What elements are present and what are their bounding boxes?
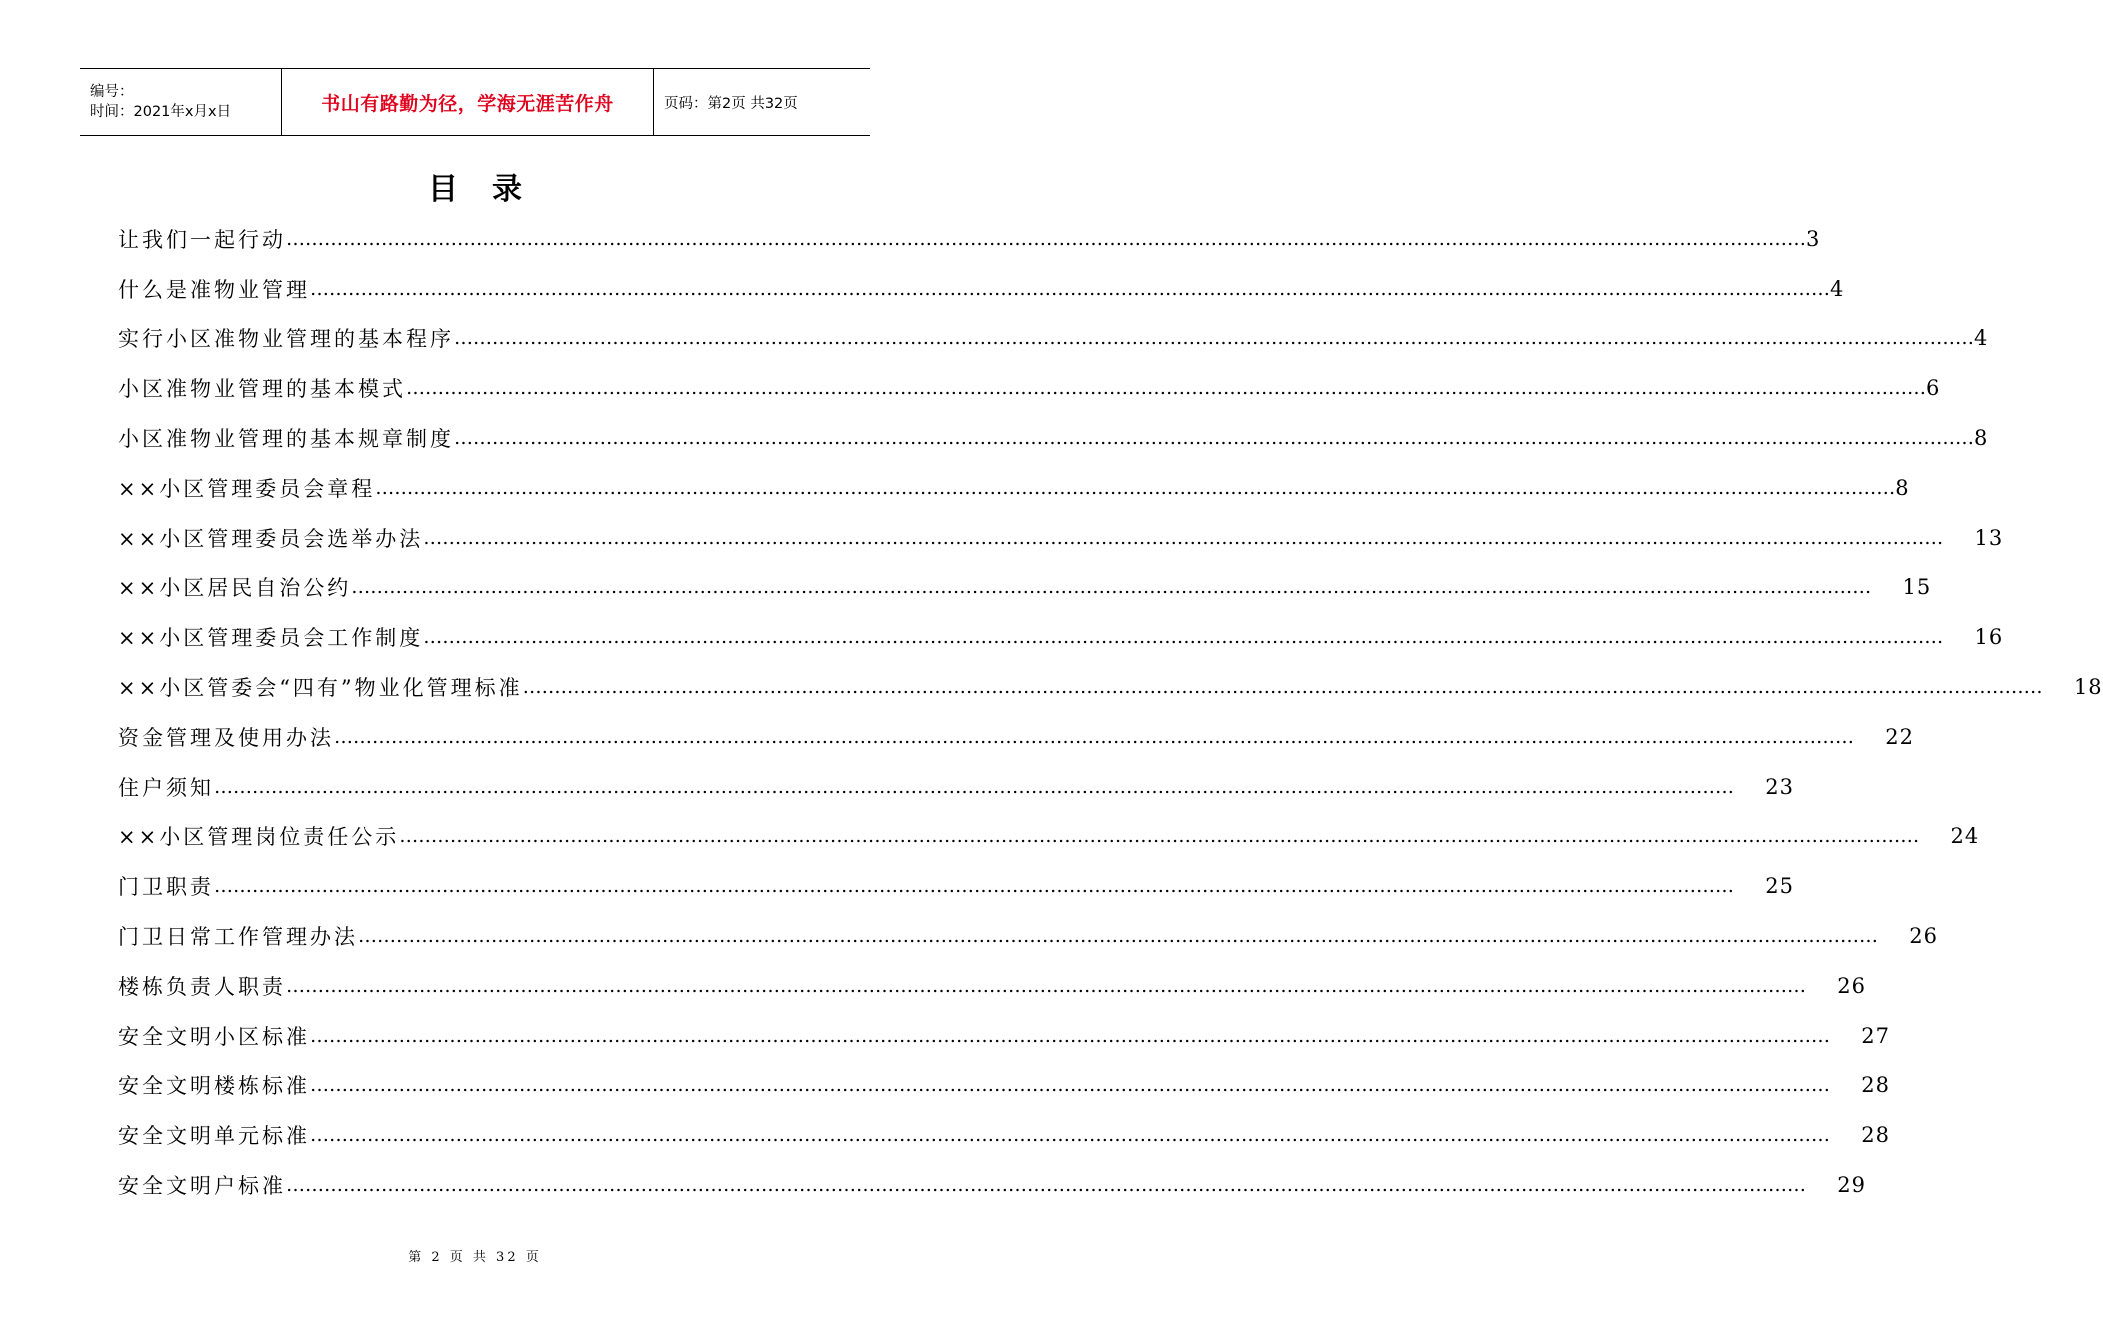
toc-entry-page: 13 xyxy=(1974,525,2004,550)
toc-leader-dots: …………………………………………………………………………………………………………………………………………………………………………………………………………………… xyxy=(454,327,1974,350)
toc-entry[interactable] xyxy=(118,961,1866,1011)
toc-entry-title: ××小区管理委员会工作制度 xyxy=(118,626,424,651)
toc-leader-dots: …………………………………………………………………………………………………………………………………………………………………………………………………………………… xyxy=(214,875,1734,898)
toc-leader-dots: …………………………………………………………………………………………………………………………………………………………………………………………………………………… xyxy=(214,775,1734,798)
toc-entry-title: 让我们一起行动 xyxy=(118,227,286,252)
toc-entry[interactable] xyxy=(118,1011,1890,1061)
toc-leader-dots: …………………………………………………………………………………………………………………………………………………………………………………………………………………… xyxy=(286,1174,1806,1197)
toc-entry-title: 住户须知 xyxy=(118,775,214,800)
toc-entry-title: ××小区管理委员会选举办法 xyxy=(118,526,424,551)
toc-entry-title: ××小区管理岗位责任公示 xyxy=(118,825,400,850)
toc-leader-dots: …………………………………………………………………………………………………………………………………………………………………………………………………………………… xyxy=(423,626,1944,649)
toc-entry-page: 8 xyxy=(1895,475,1910,500)
toc-entry[interactable] xyxy=(118,762,1794,812)
toc-leader-dots: …………………………………………………………………………………………………………………………………………………………………………………………………………………… xyxy=(310,1024,1830,1047)
document-time-label: 时间：2021年x月x日 xyxy=(90,104,232,120)
toc-entry-page: 18 xyxy=(2073,675,2103,700)
toc-leader-dots: …………………………………………………………………………………………………………………………………………………………………………………………………………………… xyxy=(423,526,1944,549)
toc-leader-dots: …………………………………………………………………………………………………………………………………………………………………………………………………………………… xyxy=(399,825,1920,848)
toc-entry-title: 安全文明单元标准 xyxy=(118,1124,310,1149)
toc-entry-title: ××小区管理委员会章程 xyxy=(118,476,376,501)
toc-entry-page: 26 xyxy=(1909,924,1938,949)
toc-entry-title: 门卫日常工作管理办法 xyxy=(118,925,358,950)
page-title: 目录 xyxy=(428,172,556,207)
toc-entry[interactable] xyxy=(118,1061,1890,1111)
toc-entry[interactable] xyxy=(118,861,1794,911)
toc-entry[interactable] xyxy=(118,662,2103,712)
toc-entry[interactable] xyxy=(118,214,1821,264)
header-page-info: 页码：第2页 共32页 xyxy=(664,95,798,112)
toc-entry-page: 23 xyxy=(1765,774,1794,799)
toc-leader-dots: …………………………………………………………………………………………………………………………………………………………………………………………………………………… xyxy=(358,925,1878,948)
toc-entry-page: 26 xyxy=(1837,973,1866,998)
document-number-label: 编号： xyxy=(90,84,134,100)
toc-entry[interactable] xyxy=(118,1160,1866,1210)
toc-entry[interactable] xyxy=(118,413,1989,463)
toc-entry-title: 实行小区准物业管理的基本程序 xyxy=(118,327,454,352)
toc-entry-title: 安全文明小区标准 xyxy=(118,1024,310,1049)
toc-leader-dots: …………………………………………………………………………………………………………………………………………………………………………………………………………………… xyxy=(522,676,2043,699)
toc-entry[interactable] xyxy=(118,911,1938,961)
header-motto: 书山有路勤为径，学海无涯苦作舟 xyxy=(282,69,654,135)
toc-entry[interactable] xyxy=(118,463,1910,513)
toc-leader-dots: …………………………………………………………………………………………………………………………………………………………………………………………………………………… xyxy=(351,576,1872,599)
toc-entry[interactable] xyxy=(118,314,1989,364)
toc-entry-page: 8 xyxy=(1974,426,1989,451)
toc-entry-page: 28 xyxy=(1861,1073,1890,1098)
toc-entry-page: 15 xyxy=(1902,575,1932,600)
toc-entry-title: 小区准物业管理的基本模式 xyxy=(118,377,406,402)
header-meta-cell xyxy=(80,69,282,135)
toc-entry-page: 27 xyxy=(1861,1023,1890,1048)
toc-entry-title: ××小区管委会“四有”物业化管理标准 xyxy=(118,676,523,701)
toc-leader-dots: …………………………………………………………………………………………………………………………………………………………………………………………………………………… xyxy=(375,476,1896,499)
toc-entry-page: 4 xyxy=(1974,326,1989,351)
toc-entry-title: 门卫职责 xyxy=(118,875,214,900)
toc-leader-dots: …………………………………………………………………………………………………………………………………………………………………………………………………………………… xyxy=(310,277,1830,300)
toc-entry-page: 4 xyxy=(1830,276,1845,301)
toc-entry-title: 什么是准物业管理 xyxy=(118,277,310,302)
toc-entry-title: 安全文明户标准 xyxy=(118,1174,286,1199)
toc-entry-page: 6 xyxy=(1926,376,1941,401)
page-header xyxy=(80,68,870,136)
table-of-contents xyxy=(118,214,2103,1210)
toc-entry[interactable] xyxy=(118,712,1914,762)
toc-entry-page: 22 xyxy=(1885,724,1914,749)
toc-entry-title: ××小区居民自治公约 xyxy=(118,576,352,601)
toc-entry-page: 29 xyxy=(1837,1173,1866,1198)
toc-entry[interactable] xyxy=(118,612,2004,662)
toc-entry-page: 3 xyxy=(1806,226,1821,251)
toc-leader-dots: …………………………………………………………………………………………………………………………………………………………………………………………………………………… xyxy=(406,377,1926,400)
toc-entry-page: 24 xyxy=(1950,824,1980,849)
toc-entry-page: 25 xyxy=(1765,874,1794,899)
toc-entry[interactable] xyxy=(118,1110,1890,1160)
toc-entry-title: 楼栋负责人职责 xyxy=(118,974,286,999)
toc-entry-page: 16 xyxy=(1974,625,2004,650)
toc-entry[interactable] xyxy=(118,812,1980,862)
toc-entry-page: 28 xyxy=(1861,1123,1890,1148)
toc-entry[interactable] xyxy=(118,363,1941,413)
toc-entry-title: 小区准物业管理的基本规章制度 xyxy=(118,427,454,452)
toc-leader-dots: …………………………………………………………………………………………………………………………………………………………………………………………………………………… xyxy=(310,1124,1830,1147)
toc-entry[interactable] xyxy=(118,513,2004,563)
toc-entry-title: 资金管理及使用办法 xyxy=(118,725,334,750)
page-footer: 第 2 页 共 32 页 xyxy=(408,1250,542,1265)
toc-entry-title: 安全文明楼栋标准 xyxy=(118,1074,310,1099)
toc-leader-dots: …………………………………………………………………………………………………………………………………………………………………………………………………………………… xyxy=(334,725,1854,748)
toc-leader-dots: …………………………………………………………………………………………………………………………………………………………………………………………………………………… xyxy=(310,1074,1830,1097)
toc-leader-dots: …………………………………………………………………………………………………………………………………………………………………………………………………………………… xyxy=(286,974,1806,997)
toc-leader-dots: …………………………………………………………………………………………………………………………………………………………………………………………………………………… xyxy=(454,427,1974,450)
toc-entry[interactable] xyxy=(118,264,1845,314)
toc-entry[interactable] xyxy=(118,563,1932,613)
toc-leader-dots: …………………………………………………………………………………………………………………………………………………………………………………………………………………… xyxy=(286,227,1806,250)
